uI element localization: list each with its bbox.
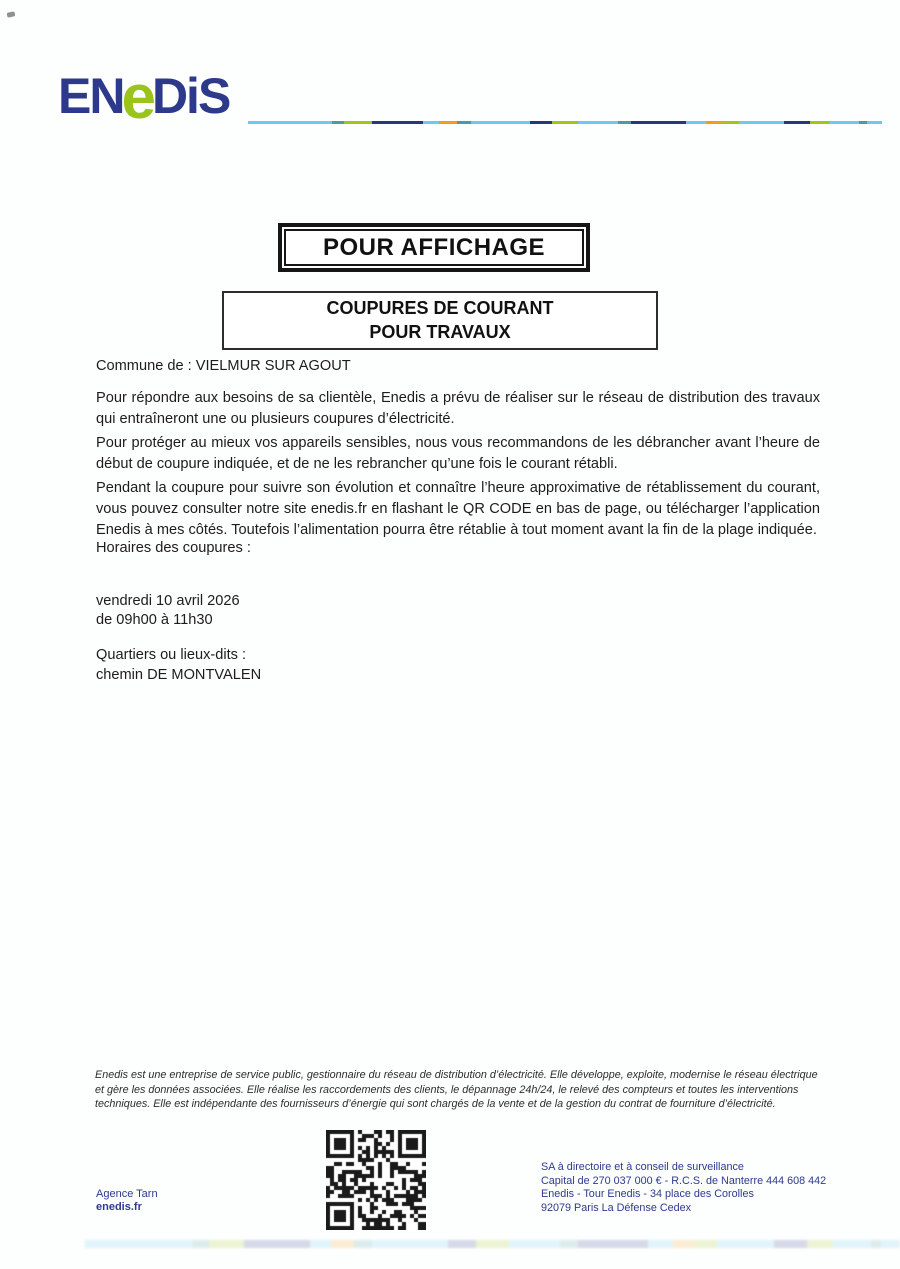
outage-schedule — [96, 592, 820, 630]
notice-title-box — [222, 291, 658, 350]
company-legal-line: Capital de 270 037 000 € - R.C.S. de Nanterre 444 608 442 — [541, 1174, 827, 1187]
agency-name: Agence Tarn — [96, 1188, 158, 1200]
paragraph-advice: Pour protéger au mieux vos appareils sensibles, nous vous recommandons de les débrancher avant l’heure de début de coupure indiquée, et de ne les rebrancher qu’une fois le courant rétabli. — [96, 435, 820, 472]
paragraph-intro: Pour répondre aux besoins de sa clientèle, Enedis a prévu de réaliser sur le réseau de distribution des travaux qui entraîneront une ou plusieurs coupures d’électricité. — [96, 390, 820, 427]
banner-title: POUR AFFICHAGE — [284, 229, 584, 266]
company-legal-line: 92079 Paris La Défense Cedex — [541, 1201, 692, 1214]
notice-title-line1: COUPURES DE COURANT — [326, 298, 554, 318]
legal-notice: Enedis est une entreprise de service public, gestionnaire du réseau de distribution d’électricité. Elle développe, exploite, modernise le réseau électrique et gère les données associées. Elle réalise les raccordements des clients, le dépannage 24h/24, le relevé des compteurs et toutes les interventions techniques. Elle est indépendante des fournisseurs d’énergie qui sont chargés de la vente et de la gestion du contrat de fourniture d’électricité. — [95, 1069, 818, 1111]
logo-text-blue: EN — [58, 68, 124, 124]
outage-time: de 09h00 à 11h30 — [96, 612, 213, 628]
company-legal-line: Enedis - Tour Enedis - 34 place des Corolles — [541, 1188, 754, 1200]
company-legal-line: SA à directoire et à conseil de surveillance — [541, 1161, 744, 1173]
footer-divider-line — [85, 1240, 900, 1248]
website-url: enedis.fr — [96, 1201, 142, 1213]
paragraph-qrcode-info: Pendant la coupure pour suivre son évolution et connaître l’heure approximative de rétablissement du courant, vous pouvez consulter notre site enedis.fr en flashant le QR CODE en bas de page, ou télécharger l’application Enedis à mes côtés. Toutefois l’alimentation pourra être rétablie à tout moment avant la fin de la plage indiquée. — [96, 480, 820, 538]
quartiers-label: Quartiers ou lieux-dits : — [96, 647, 247, 663]
scan-artifact — [7, 11, 16, 18]
logo-text-green: e — [121, 63, 154, 132]
quartiers-value: chemin DE MONTVALEN — [96, 666, 262, 683]
company-legal-block — [541, 1161, 826, 1215]
quartiers-block — [96, 646, 820, 685]
notice-title-line2: POUR TRAVAUX — [369, 322, 511, 342]
footer-agency-block — [96, 1188, 158, 1214]
outage-date: vendredi 10 avril 2026 — [96, 593, 240, 609]
logo-text-blue: DiS — [151, 68, 230, 124]
enedis-logo — [58, 63, 230, 139]
pour-affichage-banner — [278, 223, 590, 272]
commune-line: Commune de : VIELMUR SUR AGOUT — [96, 358, 351, 374]
header-divider-line — [248, 121, 882, 124]
horaires-label: Horaires des coupures : — [96, 540, 251, 556]
qr-code — [326, 1130, 426, 1230]
qr-code-container — [326, 1130, 426, 1230]
